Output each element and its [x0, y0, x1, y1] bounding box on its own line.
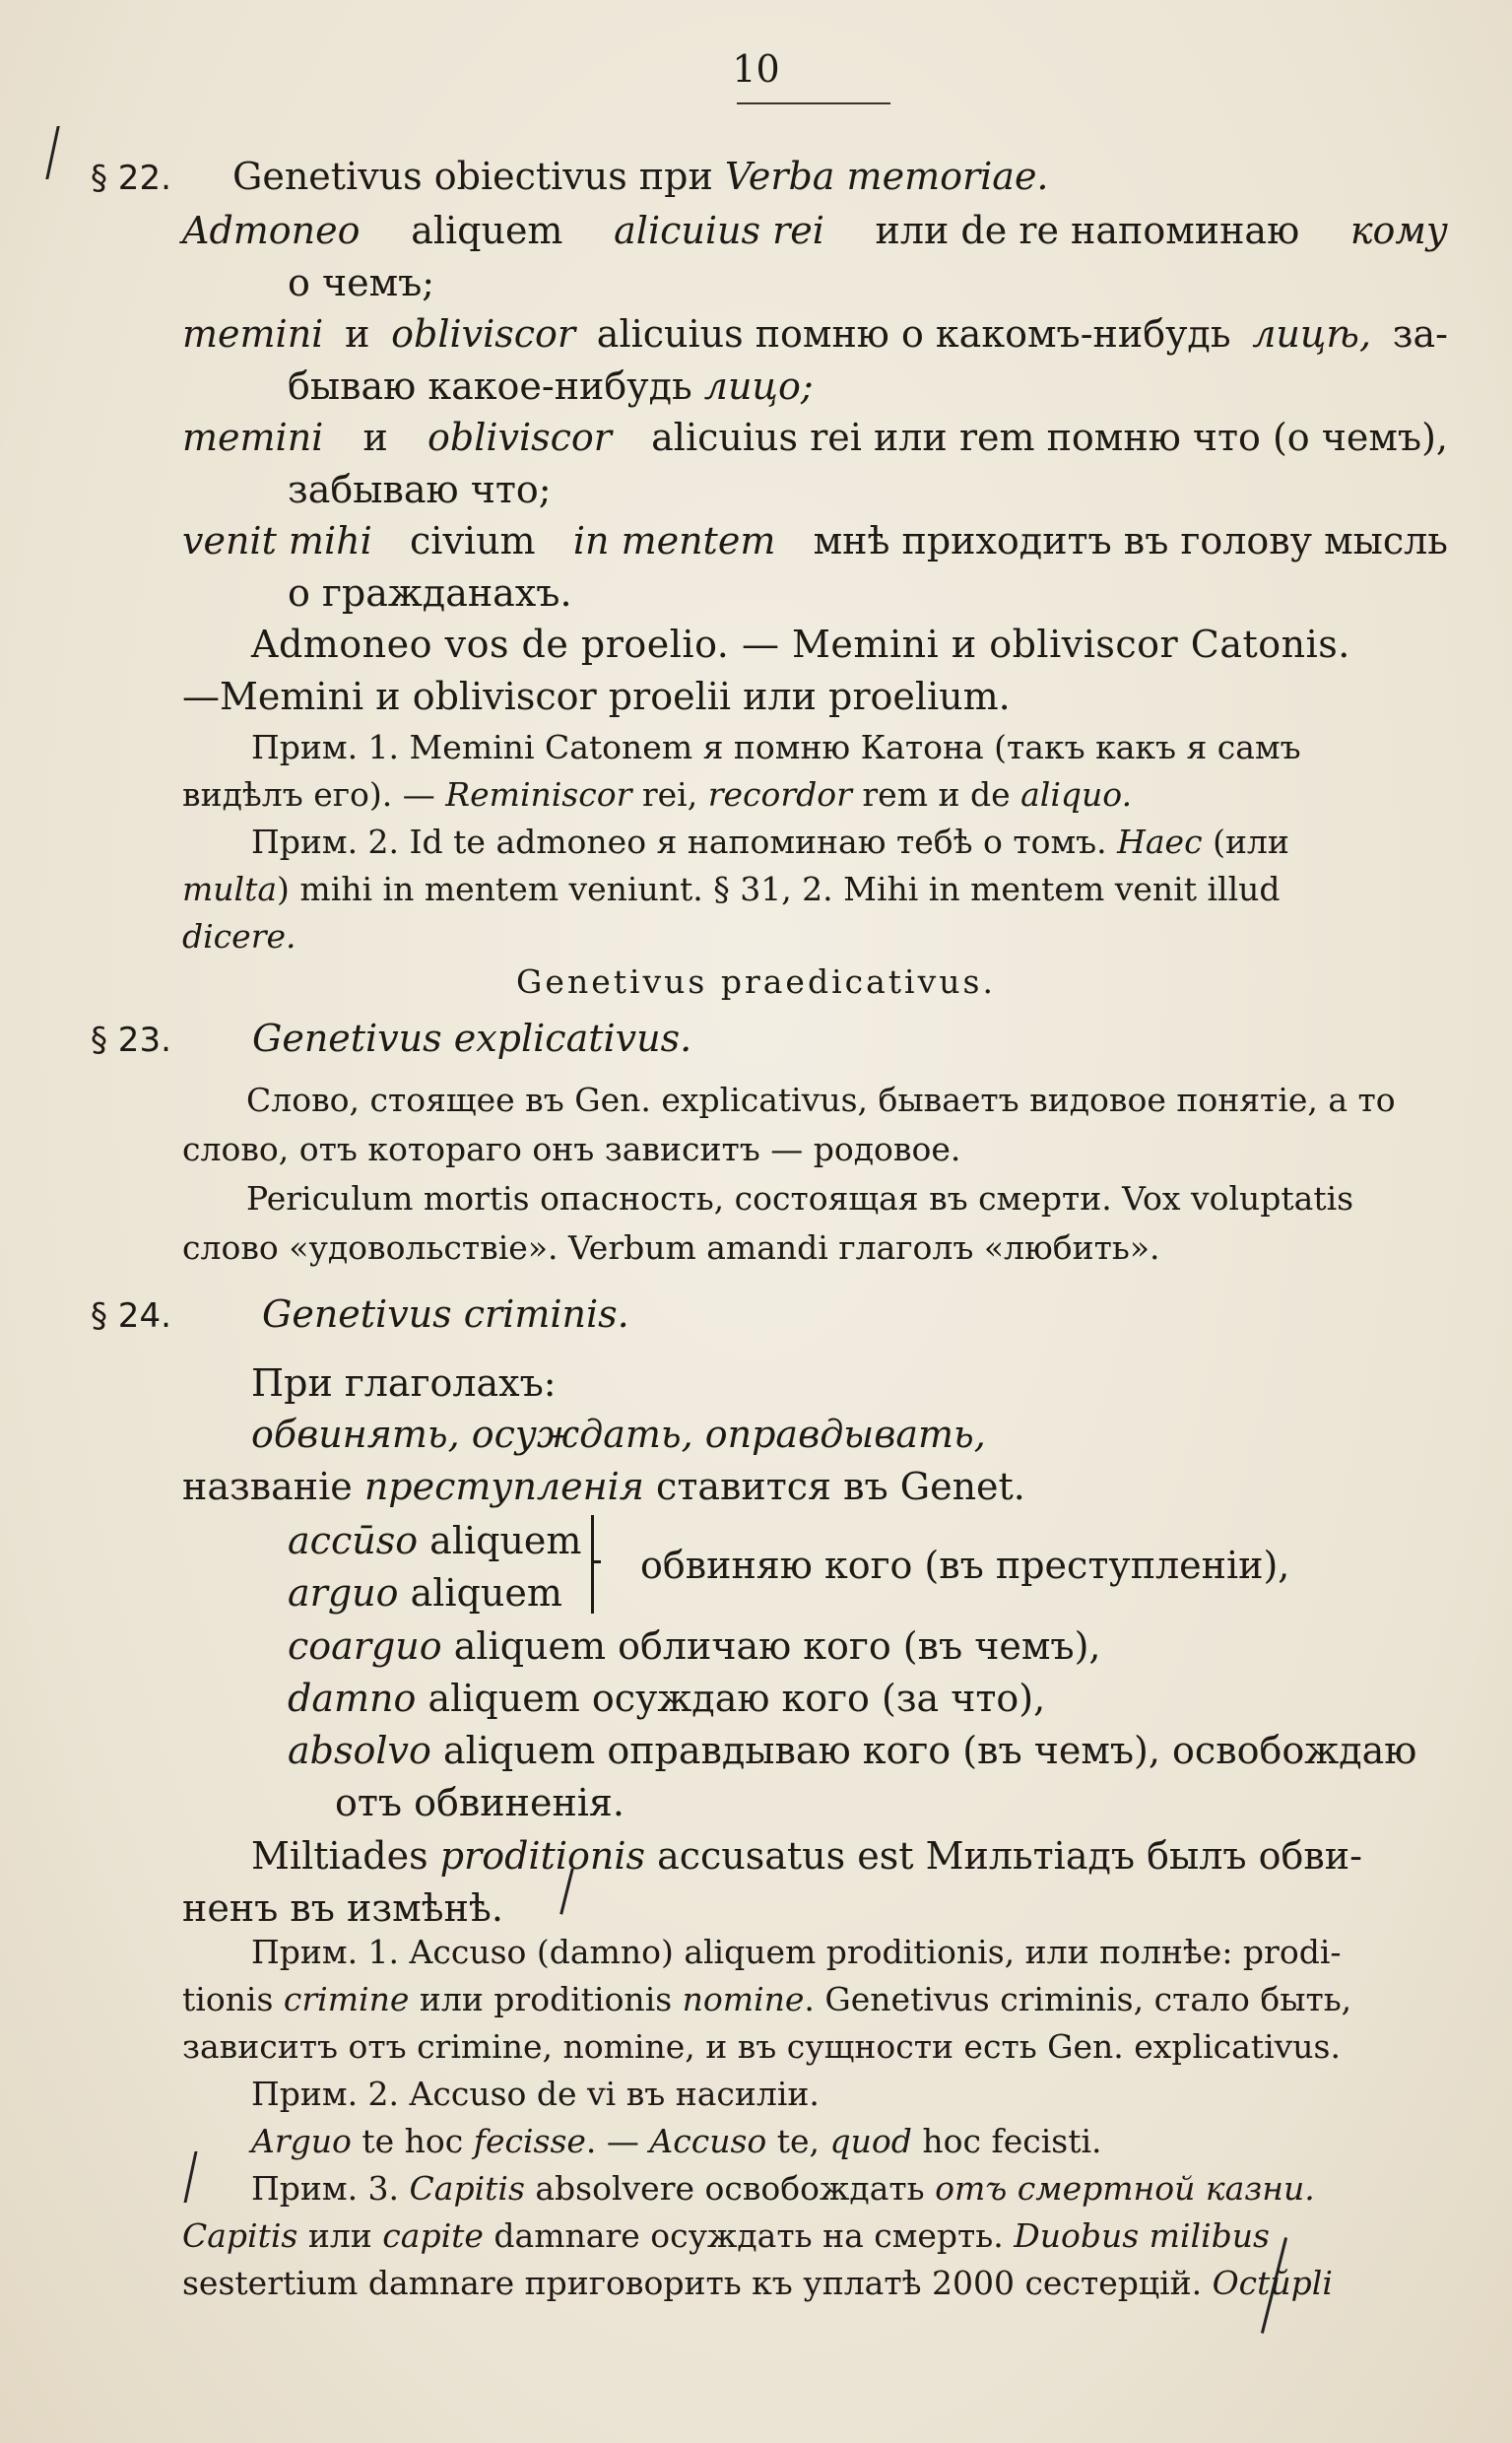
- note-line: Прим. 1. Memini Catonem я помню Катона (такъ какъ я самъ: [251, 728, 1301, 766]
- note-line: multa) mihi in mentem veniunt. § 31, 2. Mihi in mentem venit illud: [182, 870, 1281, 908]
- example-line: —Memini и obliviscor proelii или proelium.: [182, 675, 1011, 718]
- text-line: бываю какое-нибудь лицо;: [288, 364, 814, 408]
- text-line: memini и obliviscor alicuius помню о какомъ-нибудь лицѣ, за-: [182, 312, 1448, 356]
- note-line: Arguo te hoc fecisse. — Accuso te, quod hoc fecisti.: [251, 2122, 1102, 2160]
- section-title: Genetivus criminis.: [261, 1292, 629, 1336]
- text-line: о гражданахъ.: [288, 571, 572, 615]
- verb-line: accūso aliquem: [288, 1519, 582, 1562]
- text-line: названіе преступленія ставится въ Genet.: [182, 1465, 1025, 1508]
- section-number: § 23.: [91, 1021, 171, 1060]
- text-line: memini и obliviscor alicuius rei или rem помню что (о чемъ),: [182, 416, 1448, 459]
- pencil-bracket-mark: [45, 126, 77, 179]
- paragraph-line: слово, отъ котораго онъ зависитъ — родовое.: [182, 1130, 961, 1168]
- page-number-rule: [737, 102, 890, 104]
- paragraph-line: Periculum mortis опасность, состоящая въ смерти. Vox voluptatis: [246, 1179, 1354, 1218]
- section-number: § 24.: [91, 1296, 171, 1336]
- verb-line: отъ обвиненія.: [335, 1781, 625, 1824]
- verb-line: absolvo aliquem оправдываю кого (въ чемъ), освобождаю: [288, 1729, 1417, 1772]
- note-line: Прим. 2. Id te admoneo я напоминаю тебѣ о томъ. Haec (или: [251, 823, 1289, 861]
- note-line: sestertium damnare приговорить къ уплатѣ 2000 сестерцій. Octŭpli: [182, 2264, 1333, 2302]
- text-line: о чемъ;: [288, 261, 435, 304]
- note-line: dicere.: [182, 917, 296, 956]
- text-line: venit mihi civium in mentem мнѣ приходитъ въ голову мысль: [182, 519, 1448, 562]
- text-line: обвинять, осуждать, оправдывать,: [251, 1413, 986, 1456]
- section-22-heading: [91, 155, 1049, 198]
- section-24-heading: [91, 1292, 629, 1336]
- text-line: забываю что;: [288, 468, 552, 511]
- example-line: Admoneo vos de proelio. — Memini и obliviscor Catonis.: [251, 623, 1350, 666]
- paragraph-line: слово «удовольствіе». Verbum amandi глаголъ «любить».: [182, 1228, 1160, 1267]
- brace-text: обвиняю кого (въ преступленіи),: [640, 1544, 1290, 1587]
- note-line: Прим. 2. Accuso de vi въ насиліи.: [251, 2075, 820, 2113]
- note-line: tionis crimine или proditionis nomine. Genetivus criminis, стало быть,: [182, 1980, 1352, 2018]
- text-line: При глаголахъ:: [251, 1361, 557, 1405]
- note-line: Прим. 3. Capitis absolvere освобождать отъ смертной казни.: [251, 2169, 1315, 2208]
- pencil-bracket-mark: [183, 2151, 215, 2203]
- section-title: Genetivus obiectivus при Verba memoriae.: [231, 155, 1049, 198]
- note-line: видѣлъ его). — Reminiscor rei, recordor rem и de aliquo.: [182, 775, 1133, 814]
- brace: [591, 1515, 608, 1614]
- section-23-heading: [91, 1017, 692, 1060]
- note-line: Capitis или capite damnare осуждать на смерть. Duobus milibus: [182, 2216, 1270, 2255]
- paragraph-line: Слово, стоящее въ Gen. explicativus, бываетъ видовое понятіе, а то: [246, 1081, 1396, 1119]
- page-number: 10: [732, 47, 780, 91]
- subheading: Genetivus praedicativus.: [516, 962, 996, 1001]
- example-line: ненъ въ измѣнѣ.: [182, 1886, 503, 1930]
- verb-line: arguo aliquem: [288, 1571, 562, 1615]
- note-line: зависитъ отъ crimine, nomine, и въ сущности есть Gen. explicativus.: [182, 2027, 1341, 2066]
- text-line: Admoneo aliquem alicuius rei или de re напоминаю кому: [182, 209, 1448, 252]
- section-number: § 22.: [91, 159, 171, 198]
- verb-line: coarguo aliquem обличаю кого (въ чемъ),: [288, 1624, 1101, 1668]
- example-line: Miltiades proditionis accusatus est Мильтіадъ былъ обви-: [251, 1834, 1362, 1878]
- verb-line: damno aliquem осуждаю кого (за что),: [288, 1677, 1046, 1720]
- section-title: Genetivus explicativus.: [251, 1017, 692, 1060]
- note-line: Прим. 1. Accuso (damno) aliquem proditionis, или полнѣе: prodi-: [251, 1933, 1342, 1971]
